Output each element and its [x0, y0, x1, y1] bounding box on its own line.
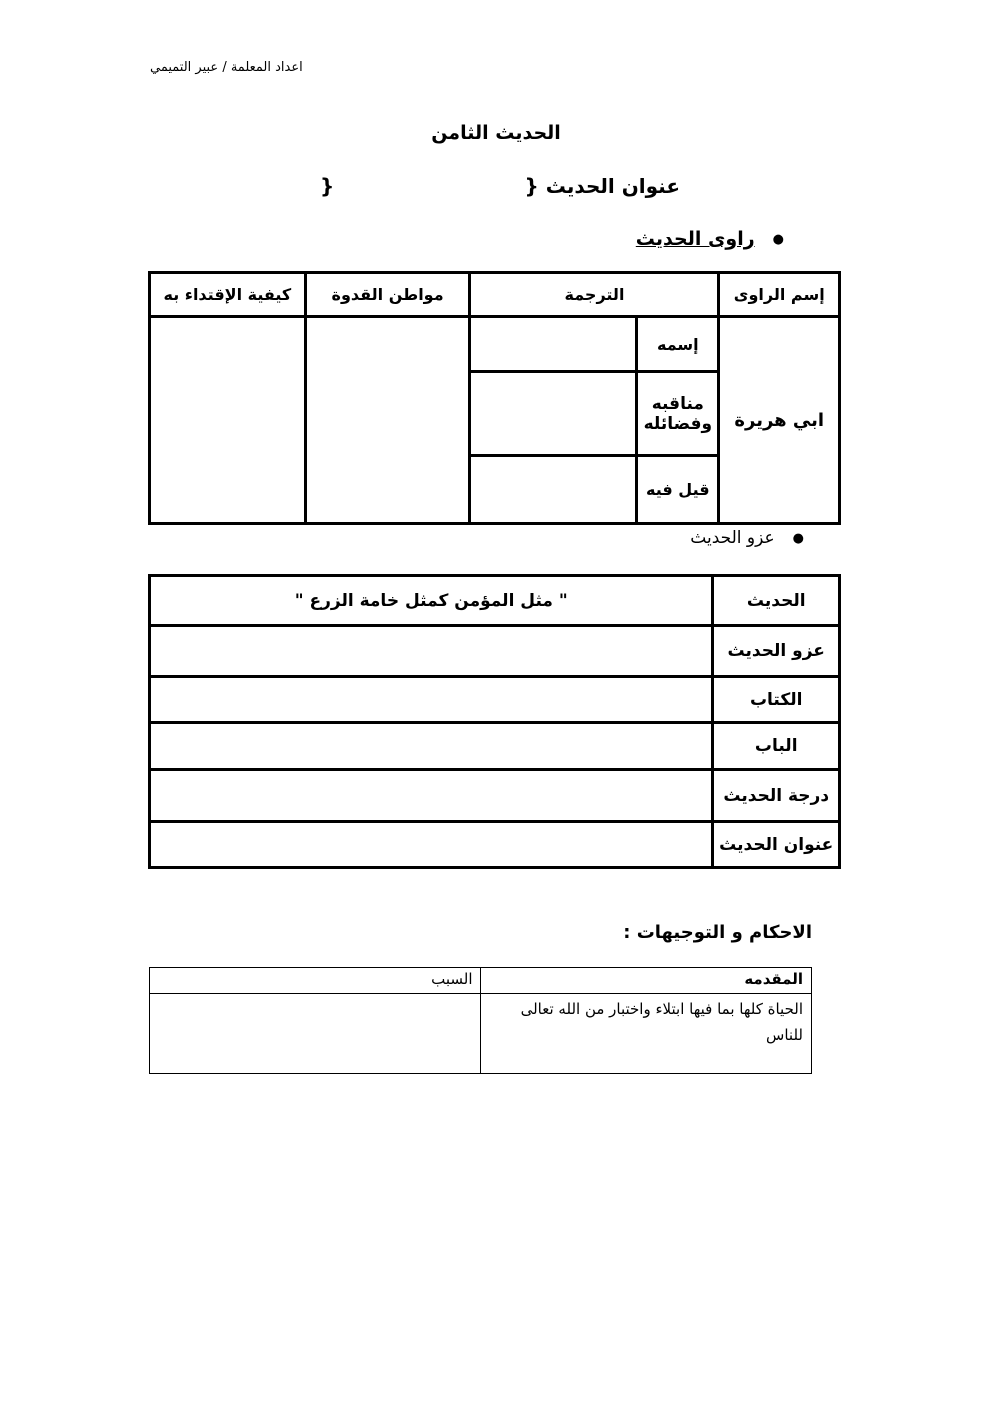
attribution-heading-text: عزو الحديث	[690, 528, 775, 548]
col-role-model: مواطن القدوة	[305, 273, 470, 317]
label-grade: درجة الحديث	[713, 770, 840, 822]
hadith-title-label: عنوان الحديث {	[524, 174, 680, 198]
bio-value-sayings[interactable]	[470, 456, 637, 524]
premise-cell: الحياة كلها بما فيها ابتلاء واختبار من الله تعالى للناس	[481, 994, 812, 1074]
author-credit: اعداد المعلمة / عبير التميمي	[150, 60, 303, 75]
value-chapter[interactable]	[150, 723, 713, 770]
rulings-table	[149, 967, 812, 1074]
value-book[interactable]	[150, 677, 713, 723]
label-book: الكتاب	[713, 677, 840, 723]
value-grade[interactable]	[150, 770, 713, 822]
narrator-table	[148, 271, 841, 525]
col-how-to-follow: كيفية الإقتداء به	[150, 273, 306, 317]
reason-cell[interactable]	[150, 994, 481, 1074]
narrator-name-cell: ابي هريرة	[719, 317, 840, 524]
bullet-icon: ●	[772, 231, 784, 247]
label-hadith: الحديث	[713, 576, 840, 626]
value-title[interactable]	[150, 822, 713, 868]
col-reason: السبب	[150, 968, 481, 994]
bio-label-name: إسمه	[637, 317, 719, 372]
value-hadith: " مثل المؤمن كمثل خامة الزرع "	[150, 576, 713, 626]
hadith-title-line	[320, 174, 680, 204]
hadith-title-close-brace: }	[320, 174, 335, 198]
narrator-heading-text: راوى الحديث	[635, 228, 755, 250]
rulings-heading: الاحكام و التوجيهات :	[623, 922, 812, 943]
attribution-heading	[690, 528, 804, 548]
col-narrator-name: إسم الراوى	[719, 273, 840, 317]
label-title: عنوان الحديث	[713, 822, 840, 868]
attribution-table	[148, 574, 841, 869]
bio-value-name[interactable]	[470, 317, 637, 372]
how-to-follow-cell[interactable]	[150, 317, 306, 524]
bio-value-virtues[interactable]	[470, 372, 637, 456]
value-attribution[interactable]	[150, 626, 713, 677]
role-model-cell[interactable]	[305, 317, 470, 524]
col-biography: الترجمة	[470, 273, 719, 317]
label-chapter: الباب	[713, 723, 840, 770]
col-premise: المقدمه	[481, 968, 812, 994]
page-title: الحديث الثامن	[431, 122, 561, 144]
bullet-icon: ●	[792, 530, 804, 546]
bio-label-virtues: مناقبه وفضائله	[637, 372, 719, 456]
narrator-heading	[636, 228, 784, 250]
label-attribution: عزو الحديث	[713, 626, 840, 677]
bio-label-sayings: قيل فيه	[637, 456, 719, 524]
